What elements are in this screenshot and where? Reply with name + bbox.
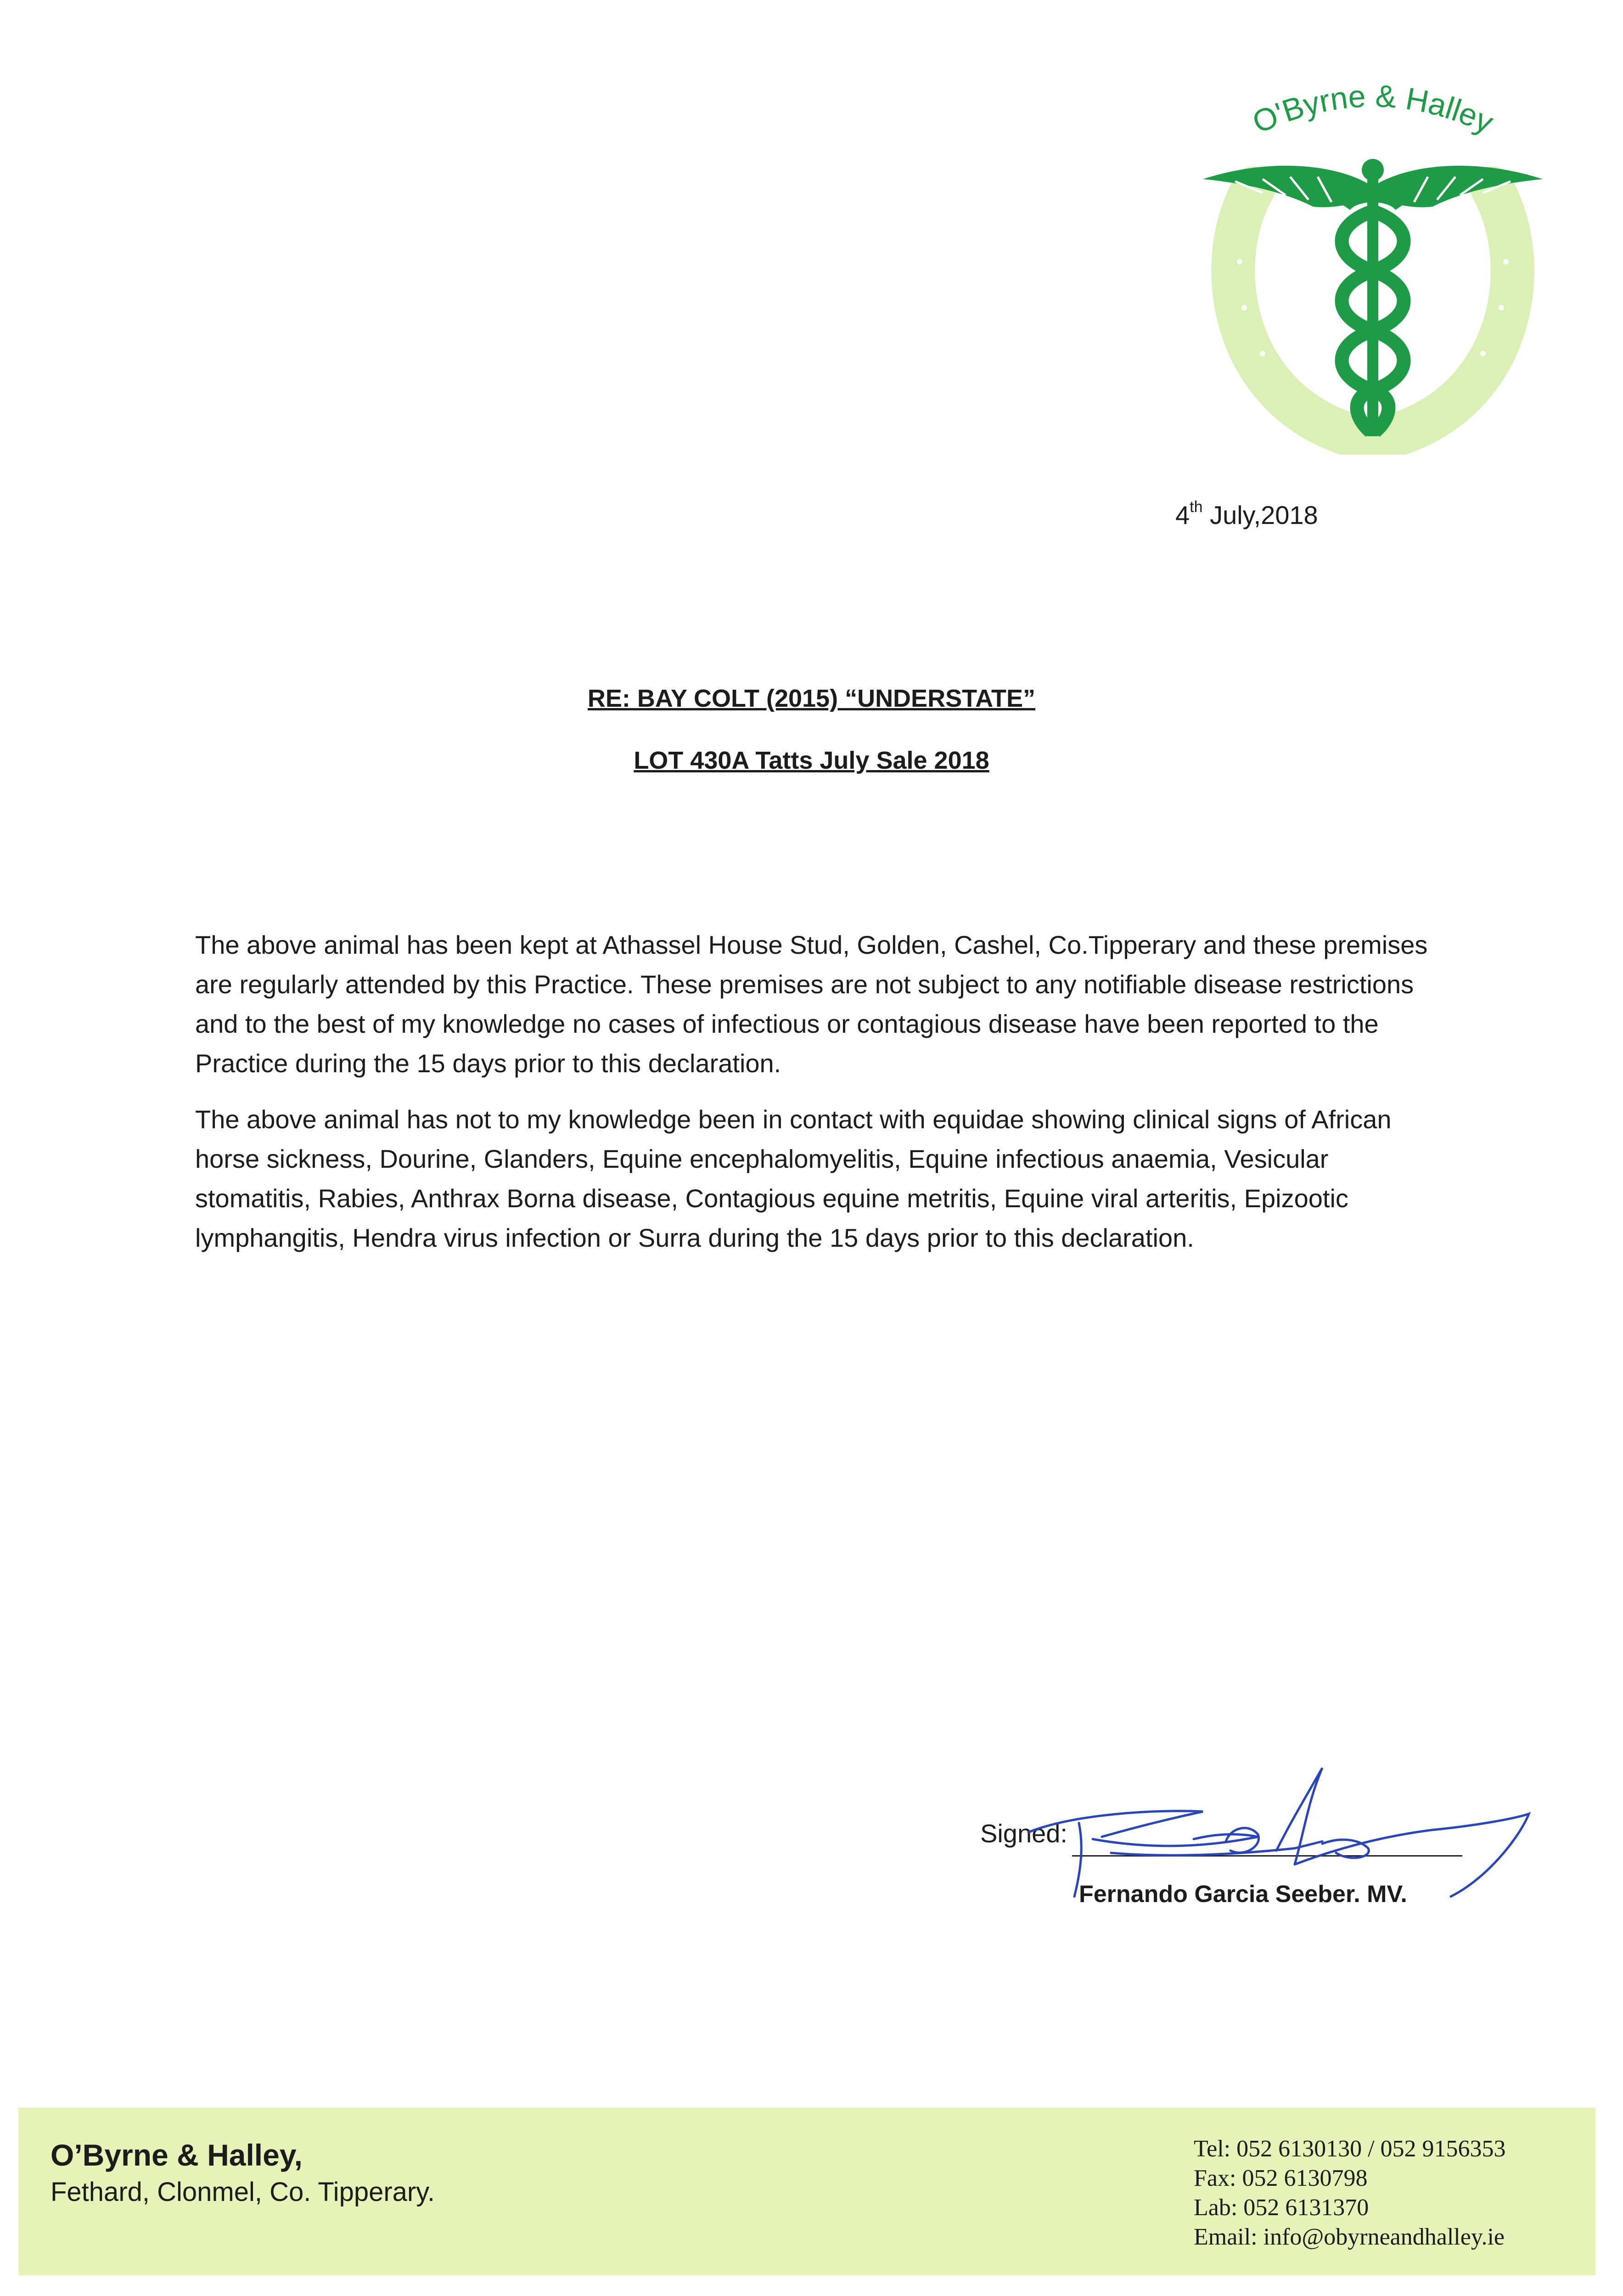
footer-band [18, 2108, 1595, 2275]
date-month-year: July,2018 [1202, 501, 1318, 529]
footer-lab: Lab: 052 6131370 [1194, 2195, 1369, 2221]
footer-tel: Tel: 052 6130130 / 052 9156353 [1194, 2136, 1506, 2162]
subject-line-1: RE: BAY COLT (2015) “UNDERSTATE” [587, 685, 1036, 712]
body-paragraph-1: The above animal has been kept at Athassel House Stud, Golden, Cashel, Co.Tipperary and these premises are regularly attended by this Practice. These premises are not subject to any notifiable disease restrictions and to the best of my knowledge no cases of infectious or contagious disease have been reported to the Practice during the 15 days prior to this declaration. [195, 930, 1428, 1078]
footer-address: Fethard, Clonmel, Co. Tipperary. [51, 2177, 435, 2207]
body-paragraph-2: The above animal has not to my knowledge been in contact with equidae showing clinical signs of African horse sickness, Dourine, Glanders, Equine encephalomyelitis, Equine infectious anaemia, Vesicular stomatitis, Rabies, Anthrax Borna disease, Contagious equine metritis, Equine viral arteritis, Epizootic lymphangitis, Hendra virus infection or Surra during the 15 days prior to this declaration. [195, 1105, 1392, 1252]
date-suffix: th [1190, 498, 1203, 516]
svg-text:O'Byrne & Halley: O'Byrne & Halley [1247, 79, 1499, 141]
date-day: 4 [1175, 501, 1190, 529]
letter-date [1175, 498, 1318, 530]
company-logo [1194, 69, 1552, 455]
signer-name: Fernando Garcia Seeber. MV. [1079, 1881, 1407, 1908]
letter-body [195, 925, 1444, 1274]
caduceus-horseshoe-icon [1194, 69, 1552, 455]
signed-label: Signed: [980, 1819, 1067, 1848]
footer-email: Email: info@obyrneandhalley.ie [1194, 2224, 1505, 2250]
footer-company-name: O’Byrne & Halley, [51, 2138, 303, 2172]
footer-fax: Fax: 052 6130798 [1194, 2165, 1368, 2191]
subject-line-2: LOT 430A Tatts July Sale 2018 [634, 747, 989, 774]
footer-contact-block [1194, 2134, 1506, 2252]
